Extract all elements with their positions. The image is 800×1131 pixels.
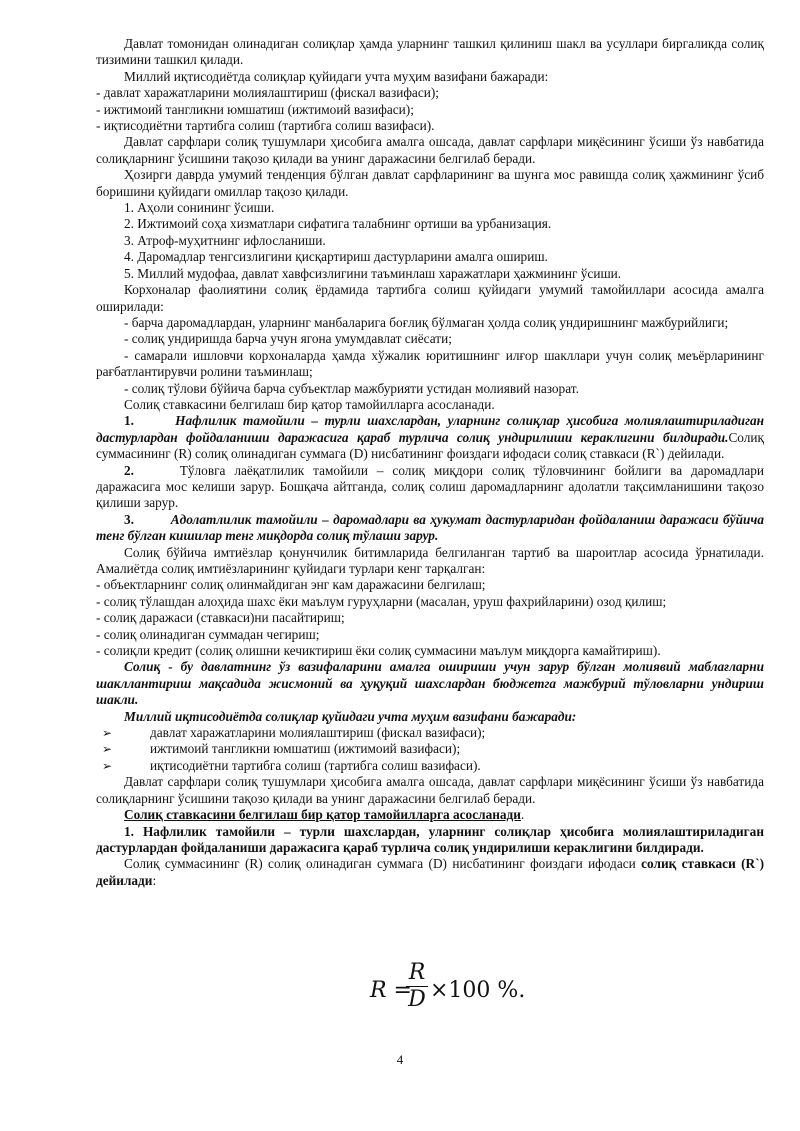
paragraph: Давлат сарфлари солиқ тушумлари ҳисобига амалга ошсада, давлат сарфлари миқёсининг ўсиши ўз навбатида солиқларнинг ўсишини тақозо қилади ва унинг даражасини белгилаб беради. [96, 134, 764, 166]
list-item: 2. Ижтимоий соҳа хизматлари сифатига талабнинг ортиши ва урбанизация. [124, 216, 552, 232]
list-item: - самарали ишловчи корхоналарда ҳамда хўжалик юритишнинг илғор шакллари учун солиқ меъёрларининг рағбатлантирувчи ролини таъминлаш; [96, 347, 764, 380]
list-item-text: иқтисодиётни тартибга солиш (тартибга солиш вазифаси). [150, 757, 481, 773]
list-item: - солиқли кредит (солиқ олишни кечиктириш ёки солиқ суммасини маълум миқдорга камайтириш). [96, 643, 661, 659]
list-item: - солиқ даражаси (ставкаси)ни пасайтириш; [96, 610, 345, 626]
document-page [96, 36, 764, 889]
principle-number: 2. [124, 462, 134, 478]
arrow-bullet-icon: ➢ [102, 758, 113, 773]
list-item: - солиқ тўлови бўйича барча субъектлар мажбурияти устидан молиявий назорат. [124, 380, 579, 396]
paragraph: Давлат томонидан олинадиган солиқлар ҳамда уларнинг ташкил қилиниш шакл ва усуллари биргаликда солиқ тизимини ташкил қилади. [96, 36, 764, 68]
paragraph [96, 807, 764, 823]
principle-text: Тўловга лаёқатлилик тамойили – солиқ миқдори солиқ тўловчининг бойлиги ва даромадлари даражасига мос келиши зарур. Бошқача айтганда, солиқ солиш даромадларнинг адолатли тақсимланишини тақозо қилиши зарур. [96, 462, 765, 511]
list-item: - солиқ ундиришда барча учун ягона умумдавлат сиёсати; [124, 331, 452, 347]
tax-rate-formula [370, 960, 570, 1020]
paragraph: Давлат сарфлари солиқ тушумлари ҳисобига амалга ошсада, давлат сарфлари миқёсининг ўсиши ўз навбатида солиқларнинг ўсишини тақозо қилади ва унинг даражасини белгилаб беради. [96, 774, 764, 806]
principle-number: 3. [124, 511, 134, 527]
formula-fraction [406, 960, 428, 1013]
bold-term: солиқ ставкаси (R`) дейилади [96, 856, 765, 888]
period: . [520, 807, 525, 823]
list-item: - солиқ олинадиган суммадан чегириш; [96, 626, 320, 642]
principle-1 [96, 413, 764, 462]
paragraph: Корхоналар фаолиятини солиқ ёрдамида тартибга солиш қуйидаги умумий тамойиллари асосида амалга оширилади: [96, 282, 764, 314]
paragraph [96, 856, 764, 889]
arrow-list-item [96, 725, 764, 741]
list-item: - ижтимоий тангликни юмшатиш (ижтимоий вазифаси); [96, 101, 414, 117]
underlined-heading: Солиқ ставкасини белгилаш бир қатор тамойилларга асосланади [124, 807, 521, 823]
principle-3 [96, 512, 764, 545]
paragraph: Солиқ ставкасини белгилаш бир қатор тамойилларга асосланади. [124, 396, 495, 412]
paragraph: 1. Нафлилик тамойили – турли шахслардан, уларнинг солиқлар ҳисобига молиялаштириладиган дастурлардан фойдаланиши даражасига қараб турлича солиқ ундирилиши кераклигини билдиради. [96, 823, 764, 855]
formula-lhs: R = [370, 978, 412, 1003]
principle-2 [96, 463, 764, 512]
list-item: 4. Даромадлар тенгсизлигини қисқартириш дастурларини амалга ошириш. [124, 249, 548, 265]
list-item: - иқтисодиётни тартибга солиш (тартибга солиш вазифаси). [96, 118, 435, 134]
paragraph: Миллий иқтисодиётда солиқлар қуйидаги учта муҳим вазифани бажаради: [124, 708, 577, 724]
list-item: - солиқ тўлашдан алоҳида шахс ёки маълум гуруҳларни (масалан, уруш фахрийларини) озод қилиш; [96, 593, 667, 609]
formula-numerator: R [408, 960, 426, 985]
principle-title: Адолатлилик тамойили – даромадлари ва ҳукумат дастурларидан фойдаланиш даражаси бўйича тенг бўлган кишилар тенг миқдорда солиқ тўлаши зарур. [96, 511, 764, 544]
formula-rest: ×100 %. [430, 978, 526, 1003]
formula-denominator: D [408, 987, 426, 1012]
list-item: - объектларнинг солиқ олинмайдиган энг кам даражасини белгилаш; [96, 577, 486, 593]
list-item: 3. Атроф-муҳитнинг ифлосланиши. [124, 232, 326, 248]
list-item: - барча даромадлардан, уларнинг манбаларига боғлиқ бўлмаган ҳолда солиқ ундиришнинг мажбурийлиги; [124, 314, 729, 330]
page-number: 4 [396, 1052, 404, 1067]
principle-title: Нафлилик тамойили – турли шахслардан, уларнинг солиқлар ҳисобига молиялаштириладиган дастурлардан фойдаланиши даражасига қараб турлича солиқ ундирилиши кераклигини билдиради. [96, 413, 765, 445]
paragraph: Ҳозирги даврда умумий тенденция бўлган давлат сарфларининг ва шунга мос равишда солиқ ҳажмининг ўсиб боришини қуйидаги омиллар тақозо қилади. [96, 167, 764, 199]
arrow-bullet-icon: ➢ [102, 742, 113, 757]
list-item: 1. Аҳоли сонининг ўсиши. [124, 200, 275, 216]
definition-paragraph: Солиқ - бу давлатнинг ўз вазифаларини амалга ошириши учун зарур бўлган молиявий маблағларни шакллантириш мақсадида жисмоний ва ҳуқуқий шахслардан бюджетга мажбурий тўловларни ундириш шакли. [96, 659, 764, 708]
list-item: 5. Миллий мудофаа, давлат хавфсизлигини таъминлаш харажатлари ҳажмининг ўсиши. [124, 265, 622, 281]
paragraph: Миллий иқтисодиётда солиқлар қуйидаги учта муҳим вазифани бажаради: [124, 68, 549, 84]
list-item: - давлат харажатларини молиялаштириш (фискал вазифаси); [96, 85, 439, 101]
principle-number: 1. [124, 413, 134, 429]
arrow-bullet-icon: ➢ [102, 726, 113, 741]
colon: : [152, 872, 157, 888]
paragraph: Солиқ бўйича имтиёзлар қонунчилик битимларида белгиланган тартиб ва шароитлар асосида ўрнатилади. Амалиётда солиқ имтиёзларининг қуйидаги турлари кенг тарқалган: [96, 544, 764, 576]
principle-text: Солиқ суммасининг (R) солиқ олинадиган суммага (D) нисбатининг фоиздаги ифодаси солиқ ставкаси (R`) дейилади. [96, 429, 764, 462]
arrow-list-item [96, 758, 764, 774]
list-item-text: давлат харажатларини молиялаштириш (фискал вазифаси); [150, 725, 486, 741]
paragraph-text: Солиқ суммасининг (R) солиқ олинадиган суммага (D) нисбатининг фоиздаги ифодаси [124, 856, 642, 872]
arrow-list-item [96, 741, 764, 757]
list-item-text: ижтимоий тангликни юмшатиш (ижтимоий вазифаси); [150, 741, 461, 757]
